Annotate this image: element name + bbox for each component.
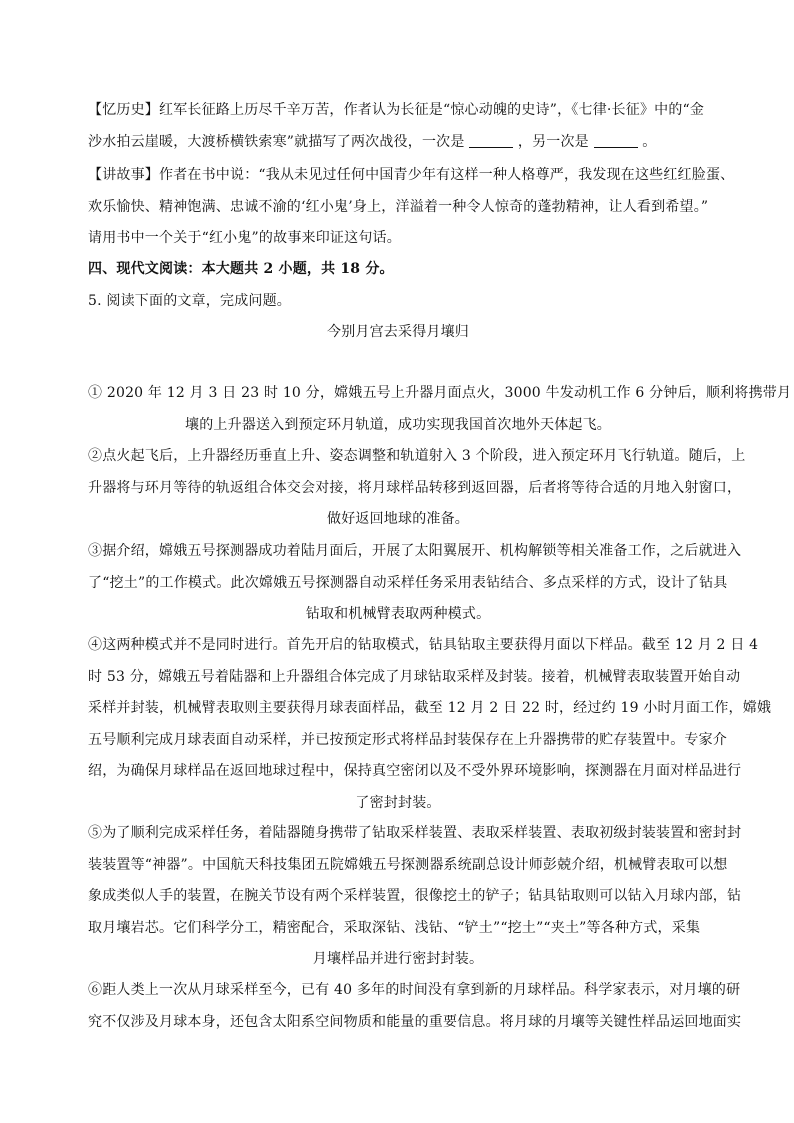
paragraph-5: ⑤为了顺利完成采样任务，着陆器随身携带了钻取采样装置、表取采样装置、表取初级封装装置和密封封 装装置等“神器”。中国航天科技集团五院嫦娥五号探测器系统副总设计师彭兢介绍，机械臂表取可以想 象成类似人手的装置，在腕关节设有两个采样装置，很像挖土的铲子；钻具钻取则可以钻入月球内部，钻 取月壤岩芯。它们科学分工，精密配合，采取深钻、浅钻、“铲土”“挖土”“夹土”等各种方式，采集 月壤样品并进行密封封装。 bbox=[88, 825, 742, 967]
question-5: 5. 阅读下面的文章，完成问题。 bbox=[88, 292, 292, 309]
paragraph-6: ⑥距人类上一次从月球采样至今，已有 40 多年的时间没有拿到新的月球样品。科学家表示，对月壤的研 究不仅涉及月球本身，还包含太阳系空间物质和能量的重要信息。将月球的月壤等关键性样品运回地面实 bbox=[88, 982, 742, 1030]
section-4-heading: 四、现代文阅读：本大题共 2 小题，共 18 分。 bbox=[88, 261, 394, 277]
answer-blank-1[interactable] bbox=[469, 133, 513, 148]
story-line-1: 【讲故事】作者在书中说：“我从未见过任何中国青少年有这样一种人格尊严，我发现在这些红红脸蛋、 bbox=[88, 167, 735, 183]
history-line-1: 【忆历史】红军长征路上历尽千辛万苦，作者认为长征是“惊心动魄的史诗”，《七律·长征》中的“金 bbox=[88, 102, 705, 118]
story-question bbox=[88, 160, 735, 255]
story-line-2: 欢乐愉快、精神饱满、忠诚不渝的‘红小鬼’身上，洋溢着一种令人惊奇的蓬勃精神，让人看到希望。” bbox=[88, 198, 709, 215]
paragraph-3: ③据介绍，嫦娥五号探测器成功着陆月面后，开展了太阳翼展开、机构解锁等相关准备工作，之后就进入 了“挖土”的工作模式。此次嫦娥五号探测器自动采样任务采用表钻结合、多点采样的方式，设计了钻具 钻取和机械臂表取两种模式。 bbox=[88, 543, 742, 622]
history-question bbox=[88, 95, 708, 158]
history-line-2: 沙水拍云崖暖，大渡桥横铁索寒”就描写了两次战役，一次是 ，另一次是 。 bbox=[88, 133, 657, 150]
answer-blank-2[interactable] bbox=[594, 133, 638, 148]
section-4-heading-wrap bbox=[88, 254, 708, 349]
paragraph-1: ① 2020 年 12 月 3 日 23 时 10 分，嫦娥五号上升器月面点火，3000 牛发动机工作 6 分钟后，顺利将携带月 壤的上升器送入到预定环月轨道，成功实现我国首次地外天体起飞。 bbox=[88, 385, 792, 433]
story-line-3: 请用书中一个关于“红小鬼”的故事来印证这句话。 bbox=[88, 230, 401, 246]
paragraph-2: ②点火起飞后，上升器经历垂直上升、姿态调整和轨道射入 3 个阶段，进入预定环月飞行轨道。随后，上 升器将与环月等待的轨返组合体交会对接，将月球样品转移到返回器，后者将等待合适的月地入射窗口， 做好返回地球的准备。 bbox=[88, 448, 746, 527]
paragraph-4: ④这两种模式并不是同时进行。首先开启的钻取模式，钻具钻取主要获得月面以下样品。截至 12 月 2 日 4 时 53 分，嫦娥五号着陆器和上升器组合体完成了月球钻取采样及封装。接着，机械臂表取装置开始自动 采样并封装，机械臂表取则主要获得月球表面样品，截至 12 月 2 日 22 时，经过约 19 小时月面工作，嫦娥 五号顺利完成月球表面自动采样，并已按预定形式将样品封装保存在上升器携带的贮存装置中。专家介 绍，为确保月球样品在返回地球过程中，保持真空密闭以及不受外界环境影响，探测器在月面对样品进行 了密封封装。 bbox=[88, 637, 772, 811]
article-title: 今别月宫去采得月壤归 bbox=[327, 324, 469, 340]
